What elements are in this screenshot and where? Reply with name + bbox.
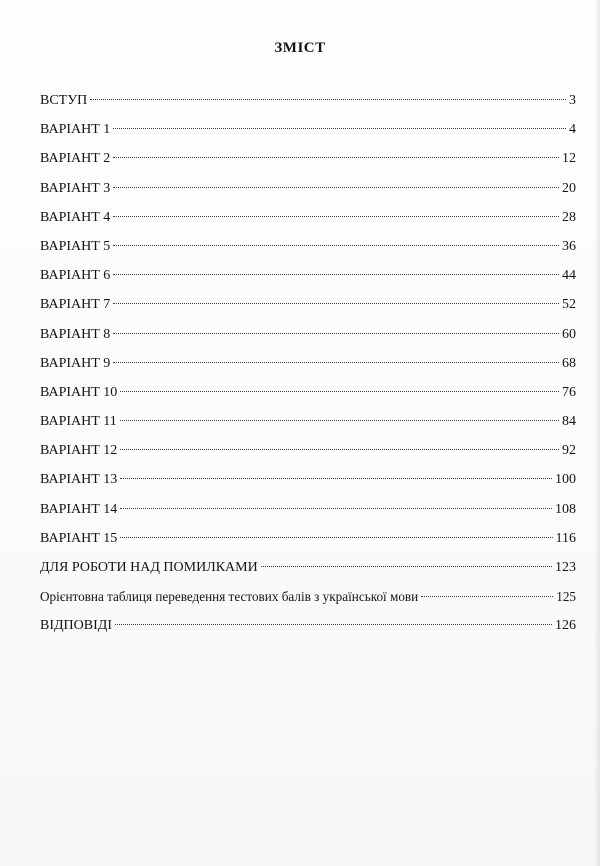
toc-entry-label: ВАРІАНТ 6: [40, 268, 111, 284]
toc-page-number: 68: [562, 355, 576, 371]
toc-entry[interactable]: [40, 465, 576, 494]
toc-dot-leader: [115, 624, 552, 625]
toc-entry[interactable]: [40, 524, 576, 553]
toc-entry[interactable]: [40, 203, 576, 232]
toc-entry[interactable]: [40, 174, 576, 203]
toc-entry[interactable]: [40, 553, 576, 582]
toc-entry-label: ВАРІАНТ 12: [40, 443, 118, 459]
toc-page-number: 108: [555, 501, 576, 517]
toc-entry[interactable]: [40, 115, 576, 144]
toc-dot-leader: [113, 362, 559, 363]
toc-page-number: 60: [562, 326, 576, 342]
toc-entry[interactable]: [40, 582, 576, 611]
page-title: ЗМІСТ: [274, 40, 326, 56]
toc-entry[interactable]: [40, 378, 576, 407]
toc-dot-leader: [120, 449, 559, 450]
toc-page-number: 3: [569, 93, 576, 108]
toc-page-number: 44: [562, 268, 576, 284]
toc-entry-label: ВАРІАНТ 13: [40, 472, 118, 488]
toc-dot-leader: [113, 128, 566, 129]
toc-page-number: 20: [562, 180, 576, 196]
toc-page-number: 36: [562, 238, 576, 254]
toc-page-number: 126: [555, 618, 576, 634]
toc-entry-label: ДЛЯ РОБОТИ НАД ПОМИЛКАМИ: [40, 560, 258, 575]
toc-page-number: 123: [555, 560, 576, 575]
toc-dot-leader: [261, 566, 552, 567]
toc-page-number: 4: [569, 122, 576, 138]
table-of-contents: [40, 86, 576, 641]
toc-page-number: 12: [562, 151, 576, 167]
toc-entry-label: ВАРІАНТ 4: [40, 209, 111, 225]
toc-entry[interactable]: [40, 495, 576, 524]
toc-page-number: 76: [562, 384, 576, 400]
toc-dot-leader: [120, 391, 559, 392]
toc-entry[interactable]: [40, 144, 576, 173]
toc-dot-leader: [120, 420, 559, 421]
toc-page-number: 116: [555, 530, 576, 546]
toc-entry[interactable]: [40, 320, 576, 349]
toc-page-number: 125: [556, 589, 576, 605]
toc-entry-label: ВАРІАНТ 5: [40, 238, 111, 254]
toc-entry[interactable]: [40, 611, 576, 640]
toc-entry-label: ВАРІАНТ 14: [40, 501, 118, 517]
toc-entry[interactable]: [40, 436, 576, 465]
toc-entry-label: Орієнтовна таблиця переведення тестових балів з української мови: [40, 589, 419, 605]
toc-entry-label: ВАРІАНТ 7: [40, 297, 111, 313]
toc-page-number: 92: [562, 443, 576, 459]
page-edge-shadow: [594, 0, 600, 866]
toc-entry-label: ВАРІАНТ 2: [40, 151, 111, 167]
toc-entry-label: ВАРІАНТ 15: [40, 530, 118, 546]
toc-dot-leader: [421, 596, 553, 597]
toc-entry-label: ВАРІАНТ 9: [40, 355, 111, 371]
toc-entry-label: ВАРІАНТ 11: [40, 414, 117, 430]
toc-entry[interactable]: [40, 290, 576, 319]
toc-page-number: 84: [562, 414, 576, 430]
toc-dot-leader: [113, 333, 559, 334]
toc-dot-leader: [120, 478, 552, 479]
toc-entry-label: ВСТУП: [40, 93, 88, 108]
toc-page-number: 28: [562, 209, 576, 225]
toc-entry[interactable]: [40, 86, 576, 115]
toc-page-number: 100: [555, 472, 576, 488]
toc-dot-leader: [90, 99, 566, 100]
toc-entry-label: ВАРІАНТ 3: [40, 180, 111, 196]
toc-dot-leader: [113, 245, 559, 246]
toc-dot-leader: [113, 303, 559, 304]
toc-dot-leader: [120, 537, 552, 538]
toc-entry[interactable]: [40, 261, 576, 290]
toc-dot-leader: [113, 187, 559, 188]
toc-entry-label: ВАРІАНТ 10: [40, 384, 118, 400]
toc-dot-leader: [113, 157, 559, 158]
toc-entry-label: ВАРІАНТ 8: [40, 326, 111, 342]
toc-entry[interactable]: [40, 232, 576, 261]
toc-entry[interactable]: [40, 349, 576, 378]
toc-entry[interactable]: [40, 407, 576, 436]
toc-entry-label: ВІДПОВІДІ: [40, 618, 112, 634]
toc-dot-leader: [113, 274, 559, 275]
toc-page-number: 52: [562, 297, 576, 313]
toc-dot-leader: [113, 216, 559, 217]
toc-dot-leader: [120, 508, 552, 509]
toc-entry-label: ВАРІАНТ 1: [40, 122, 111, 138]
